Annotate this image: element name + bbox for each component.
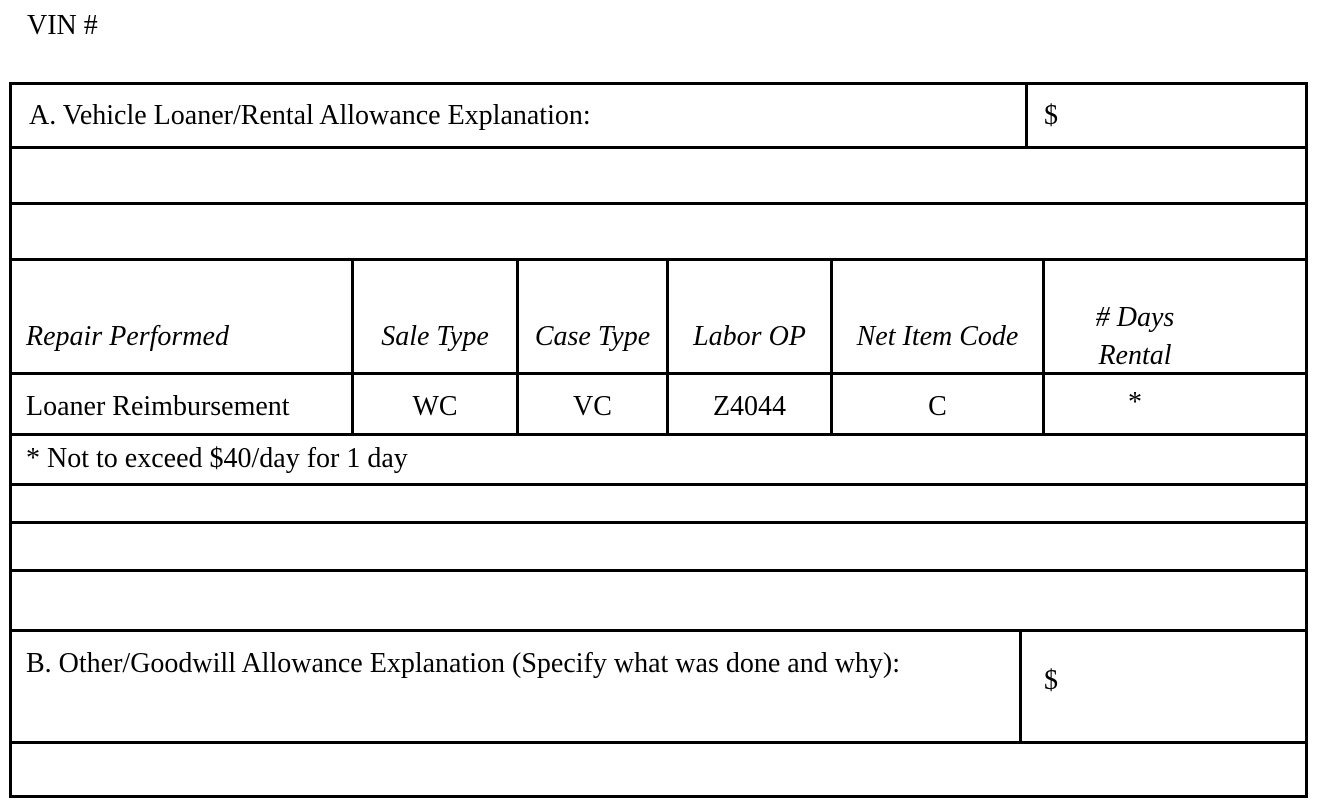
header-sale-type: Sale Type	[381, 321, 489, 352]
section-b-title: B. Other/Goodwill Allowance Explanation (Specify what was done and why):	[26, 648, 901, 679]
header-net-item-code: Net Item Code	[856, 321, 1019, 352]
vin-label: VIN #	[27, 10, 98, 41]
note-line-1[interactable]	[12, 486, 1305, 521]
allowance-form	[9, 82, 1308, 798]
section-b-amount-symbol: $	[1044, 665, 1058, 696]
row-sale-type: WC	[412, 391, 458, 422]
header-case-type: Case Type	[534, 321, 651, 352]
row-labor-op: Z4044	[712, 391, 787, 422]
header-days: # Days	[1095, 302, 1175, 333]
section-b-divider	[1019, 629, 1022, 741]
note-line-3[interactable]	[12, 572, 1305, 629]
section-b-explanation-line[interactable]	[12, 744, 1305, 795]
section-a-explanation-line-2[interactable]	[12, 205, 1305, 258]
header-repair-performed: Repair Performed	[26, 321, 229, 352]
row-case-type: VC	[573, 391, 612, 422]
footnote: * Not to exceed $40/day for 1 day	[26, 443, 408, 474]
header-rental: Rental	[1098, 340, 1172, 371]
section-a-title: A. Vehicle Loaner/Rental Allowance Explanation:	[29, 100, 591, 131]
row-days-rental[interactable]: *	[1128, 387, 1142, 418]
note-line-2[interactable]	[12, 524, 1305, 569]
section-a-explanation-line-1[interactable]	[12, 149, 1305, 202]
header-labor-op: Labor OP	[693, 321, 806, 352]
row-net-item-code: C	[928, 391, 947, 422]
section-a-amount-symbol: $	[1044, 100, 1058, 131]
row-repair-performed: Loaner Reimbursement	[26, 391, 290, 422]
section-a-divider	[1025, 85, 1028, 146]
